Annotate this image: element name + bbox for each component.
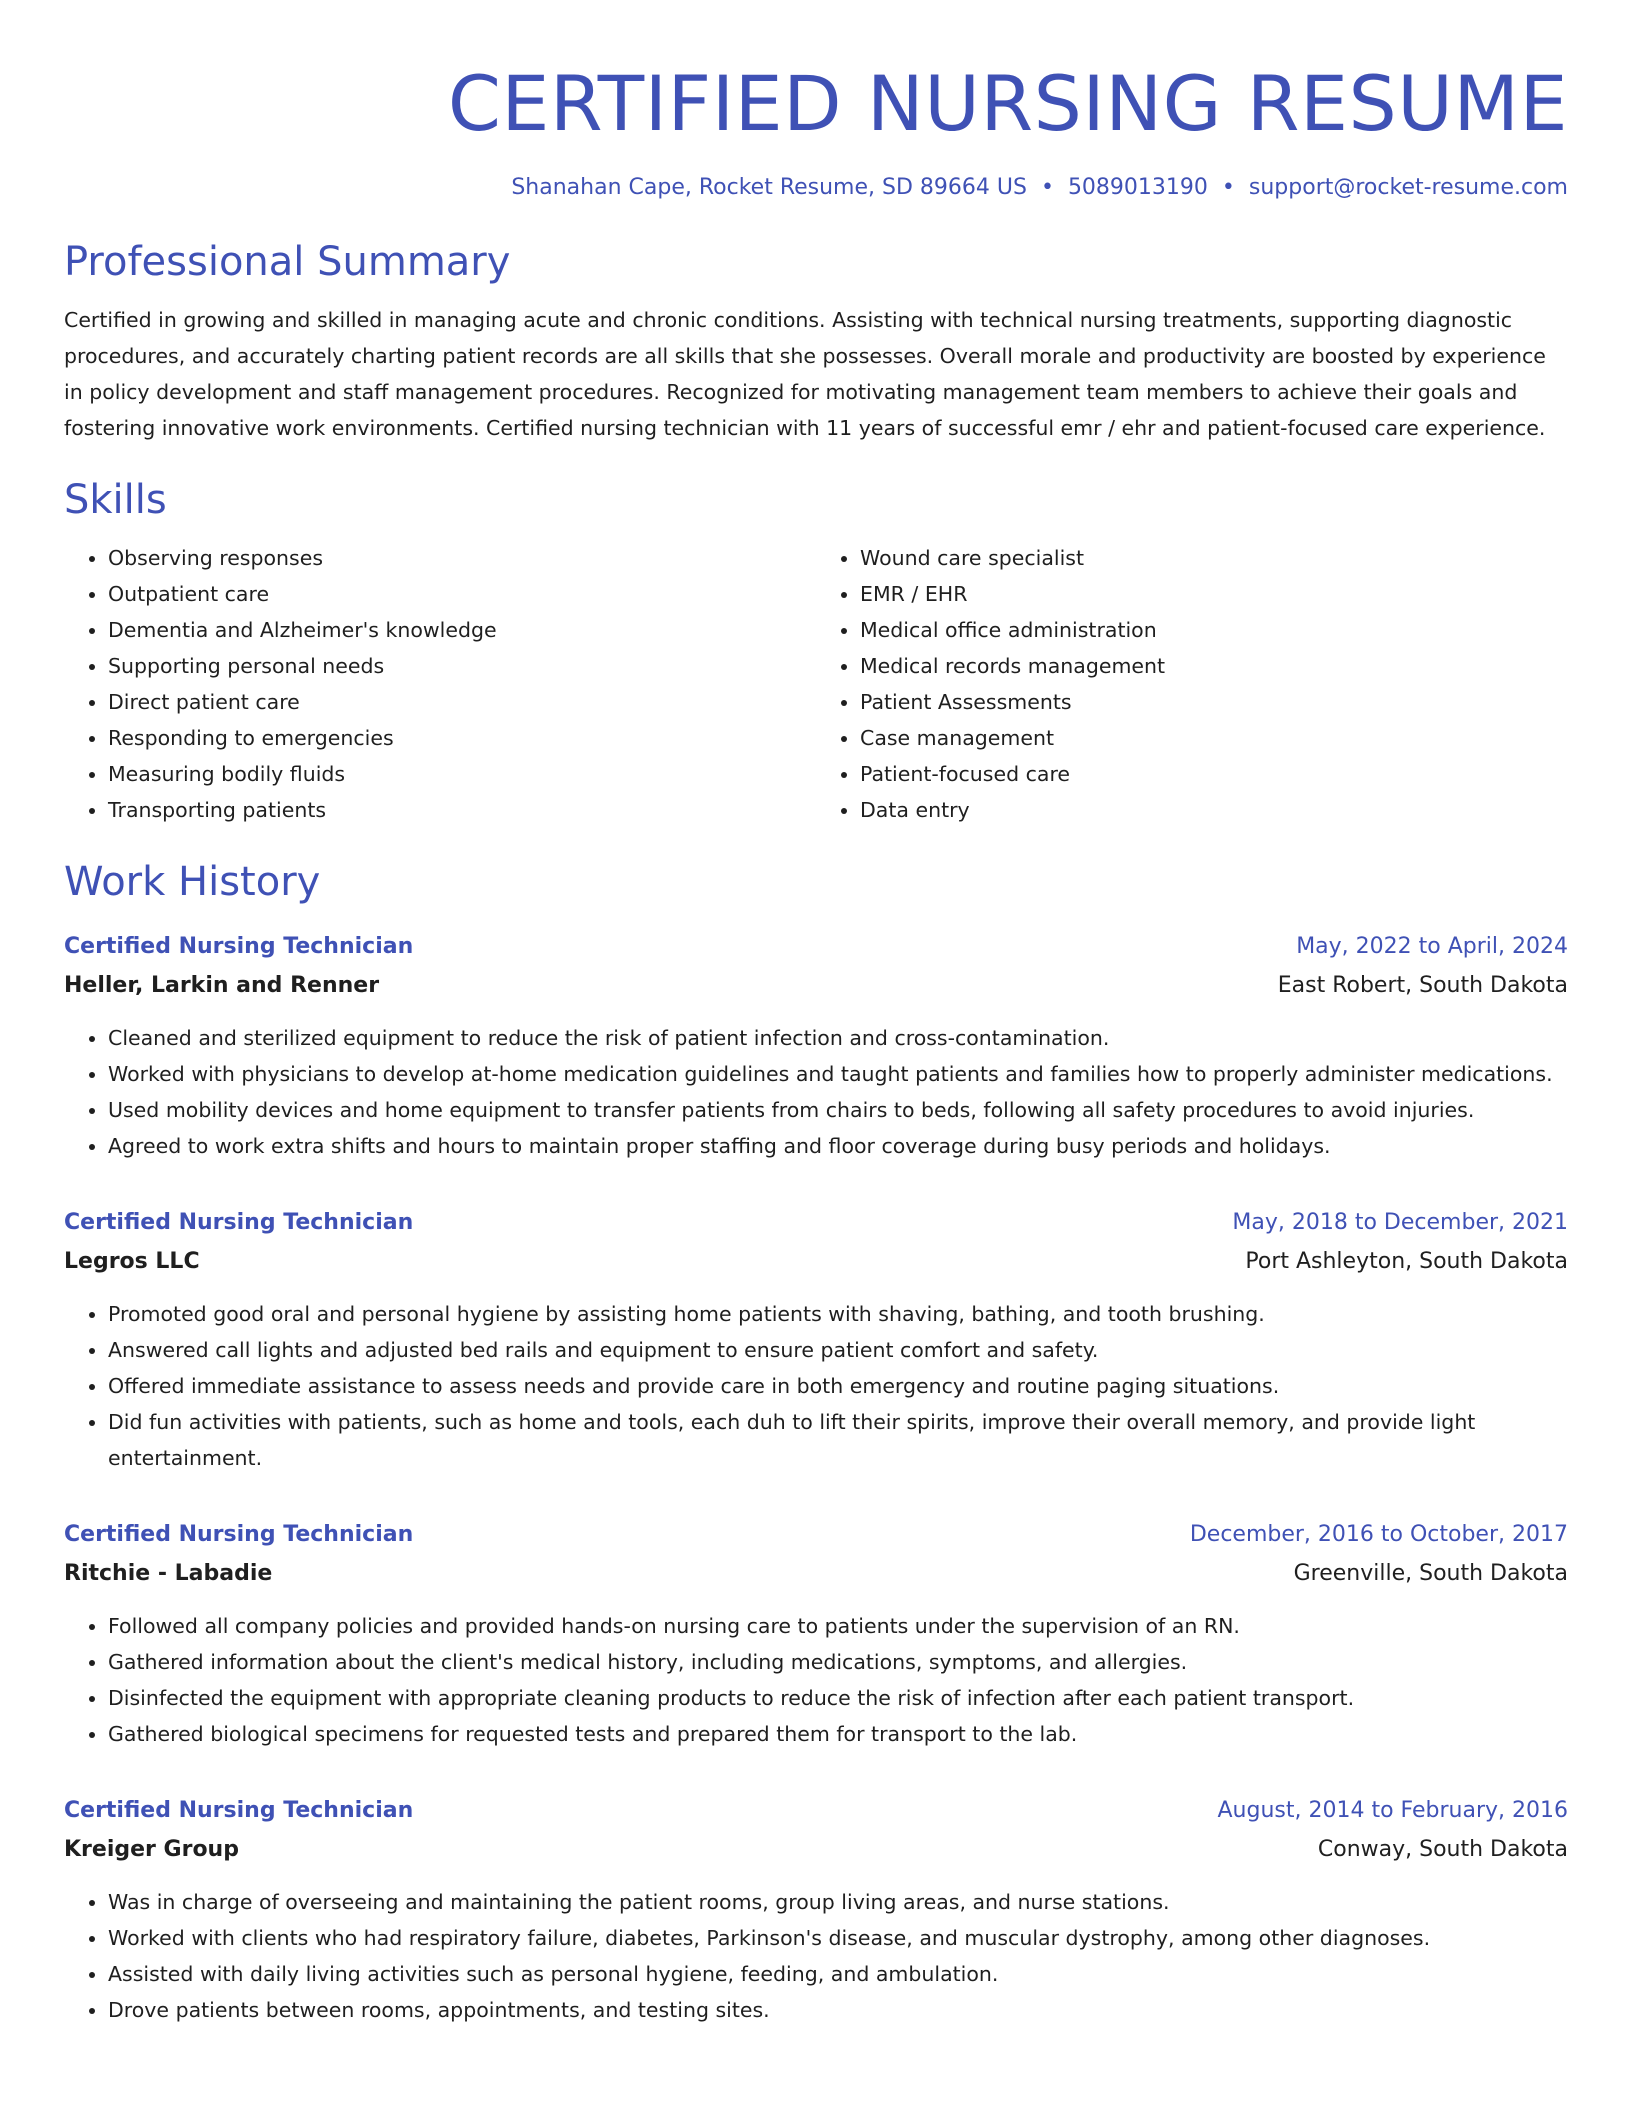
skills-heading: Skills [64,477,167,523]
job-company-row [64,966,1568,1006]
job-entry [64,928,1568,1164]
skill-item: • Case management [860,720,1568,756]
contact-separator: • [1040,175,1054,200]
summary-text: Certified in growing and skilled in managing acute and chronic conditions. Assisting with technical nursing treatments, supporting diagnostic procedures, and accurately charting patient records are all skills that she possesses. Overall morale and productivity are boosted by experience in policy development and staff management procedures. Recognized for motivating management team members to achieve their goals and fostering innovative work environments. Certified nursing technician with 11 years of successful emr / ehr and patient-focused care experience. [64,308,1546,440]
job-company-row [64,1830,1568,1870]
job-location: Conway, South Dakota [1317,1837,1568,1862]
contact-address: Shanahan Cape, Rocket Resume, SD 89664 US [511,175,1027,200]
skill-item: • Patient Assessments [860,684,1568,720]
job-header-row [64,928,1568,966]
skills-list [64,540,1568,828]
job-company-row [64,1242,1568,1282]
job-company: Heller, Larkin and Renner [64,973,380,998]
job-duties [64,1020,1568,1164]
job-entry [64,1204,1568,1476]
skills-column-right [816,540,1568,828]
job-duty: • Gathered biological specimens for requested tests and prepared them for transport to the lab. [108,1716,1568,1752]
skill-item: • Wound care specialist [860,540,1568,576]
job-dates: December, 2016 to October, 2017 [1189,1522,1568,1547]
job-duty: • Cleaned and sterilized equipment to reduce the risk of patient infection and cross-contamination. [108,1020,1568,1056]
job-duties [64,1296,1568,1476]
summary-heading: Professional Summary [64,239,511,285]
skill-item: • EMR / EHR [860,576,1568,612]
contact-phone[interactable]: 5089013190 [1067,175,1208,200]
skill-item: • Medical office administration [860,612,1568,648]
skill-item: • Observing responses [108,540,816,576]
job-duty: • Assisted with daily living activities such as personal hygiene, feeding, and ambulation. [108,1956,1568,1992]
contact-email[interactable]: support@rocket-resume.com [1248,175,1568,200]
skill-item: • Medical records management [860,648,1568,684]
job-duty: • Worked with physicians to develop at-home medication guidelines and taught patients and families how to properly administer medications. [108,1056,1568,1092]
job-entry [64,1516,1568,1752]
job-company: Kreiger Group [64,1837,239,1862]
contact-separator: • [1221,175,1235,200]
job-duty: • Used mobility devices and home equipment to transfer patients from chairs to beds, following all safety procedures to avoid injuries. [108,1092,1568,1128]
job-title: Certified Nursing Technician [64,934,414,959]
job-entry [64,1792,1568,2028]
job-company: Ritchie - Labadie [64,1561,273,1586]
job-dates: August, 2014 to February, 2016 [1217,1798,1568,1823]
skills-column-left [64,540,816,828]
job-location: East Robert, South Dakota [1277,973,1568,998]
job-duty: • Worked with clients who had respiratory failure, diabetes, Parkinson's disease, and muscular dystrophy, among other diagnoses. [108,1920,1568,1956]
job-duty: • Gathered information about the client's medical history, including medications, symptoms, and allergies. [108,1644,1568,1680]
job-duty: • Did fun activities with patients, such as home and tools, each duh to lift their spirits, improve their overall memory, and provide light entertainment. [108,1404,1568,1476]
job-header-row [64,1792,1568,1830]
job-dates: May, 2022 to April, 2024 [1296,934,1568,959]
skill-item: • Transporting patients [108,792,816,828]
job-duties [64,1608,1568,1752]
skill-item: • Supporting personal needs [108,648,816,684]
job-company: Legros LLC [64,1249,200,1274]
work-history-heading: Work History [64,859,321,905]
skill-item: • Outpatient care [108,576,816,612]
resume-header [64,56,1568,208]
job-duty: • Answered call lights and adjusted bed rails and equipment to ensure patient comfort and safety. [108,1332,1568,1368]
skill-item: • Dementia and Alzheimer's knowledge [108,612,816,648]
job-location: Greenville, South Dakota [1293,1561,1568,1586]
skill-item: • Patient-focused care [860,756,1568,792]
job-duty: • Followed all company policies and provided hands-on nursing care to patients under the supervision of an RN. [108,1608,1568,1644]
job-duty: • Agreed to work extra shifts and hours to maintain proper staffing and floor coverage during busy periods and holidays. [108,1128,1568,1164]
job-header-row [64,1516,1568,1554]
job-duty: • Disinfected the equipment with appropriate cleaning products to reduce the risk of infection after each patient transport. [108,1680,1568,1716]
job-header-row [64,1204,1568,1242]
job-duty: • Was in charge of overseeing and maintaining the patient rooms, group living areas, and nurse stations. [108,1884,1568,1920]
contact-line [64,168,1568,208]
job-duty: • Offered immediate assistance to assess needs and provide care in both emergency and routine paging situations. [108,1368,1568,1404]
skill-item: • Direct patient care [108,684,816,720]
job-duty: • Drove patients between rooms, appointments, and testing sites. [108,1992,1568,2028]
skill-item: • Measuring bodily fluids [108,756,816,792]
job-company-row [64,1554,1568,1594]
job-title: Certified Nursing Technician [64,1798,414,1823]
job-location: Port Ashleyton, South Dakota [1245,1249,1568,1274]
job-duty: • Promoted good oral and personal hygiene by assisting home patients with shaving, bathing, and tooth brushing. [108,1296,1568,1332]
job-dates: May, 2018 to December, 2021 [1232,1210,1568,1235]
job-duties [64,1884,1568,2028]
job-title: Certified Nursing Technician [64,1522,414,1547]
skill-item: • Data entry [860,792,1568,828]
resume-title: CERTIFIED NURSING RESUME [447,59,1568,148]
skill-item: • Responding to emergencies [108,720,816,756]
job-title: Certified Nursing Technician [64,1210,414,1235]
